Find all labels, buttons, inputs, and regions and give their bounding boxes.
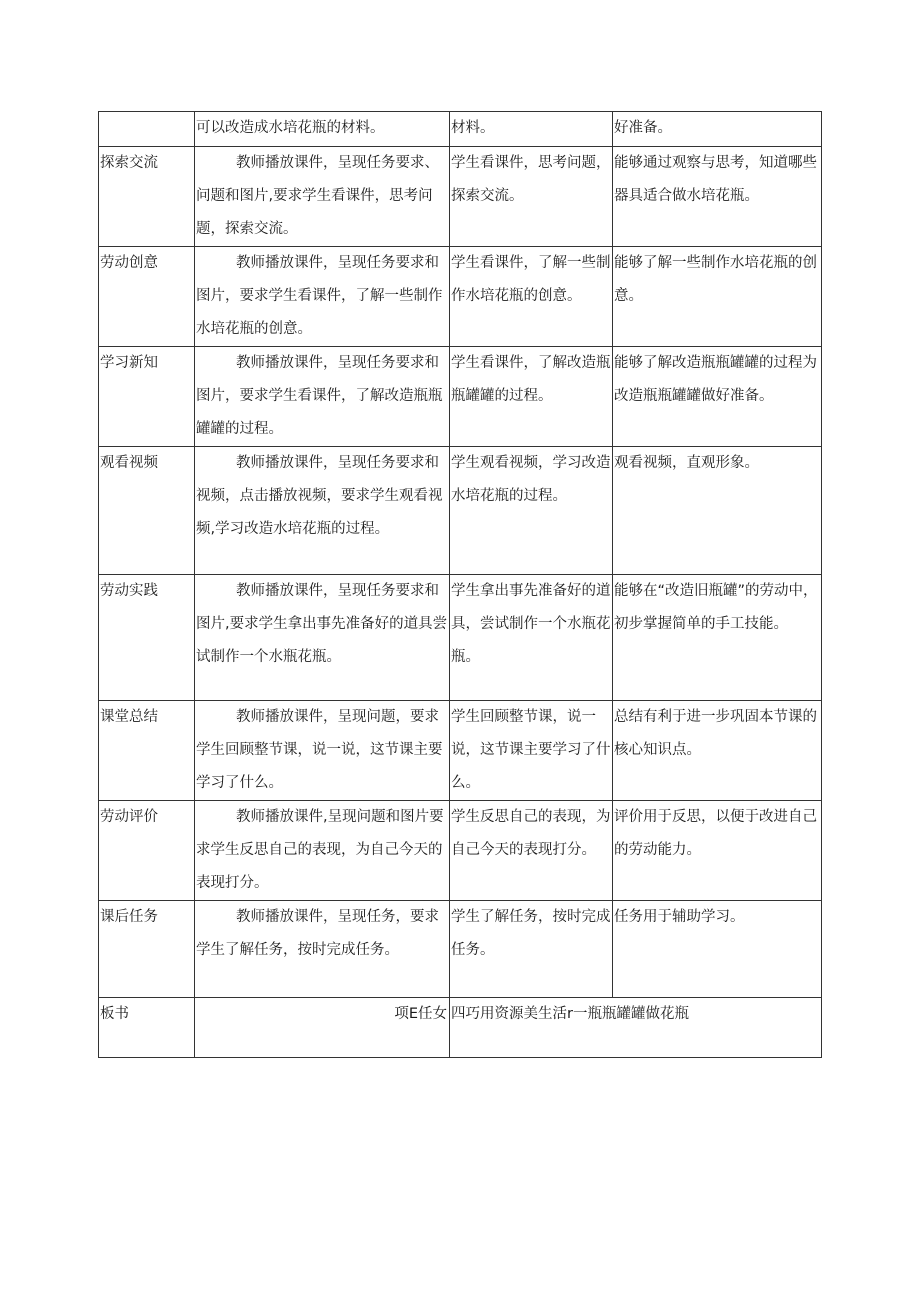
- stage-cell: 探索交流: [99, 147, 195, 247]
- design-purpose-cell: 能够通过观察与思考，知道哪些器具适合做水培花瓶。: [613, 147, 822, 247]
- teacher-activity-text: 教师播放课件，呈现任务要求和视频，点击播放视频，要求学生观看视频,学习改造水培花瓶的过程。: [196, 455, 443, 537]
- teacher-activity-cell: [195, 347, 450, 447]
- design-purpose-cell: 能够了解一些制作水培花瓶的创意。: [613, 247, 822, 347]
- student-activity-cell: 学生回顾整节课，说一说，这节课主要学习了什么。: [450, 701, 613, 801]
- design-purpose-cell: 总结有利于进一步巩固本节课的核心知识点。: [613, 701, 822, 801]
- teacher-activity-cell: [195, 147, 450, 247]
- teacher-activity-cell: [195, 901, 450, 998]
- student-activity-cell: 学生看课件，了解一些制作水培花瓶的创意。: [450, 247, 613, 347]
- table-row: [99, 801, 822, 901]
- stage-cell: 课堂总结: [99, 701, 195, 801]
- teacher-activity-text: 教师播放课件，呈现任务要求和图片，要求学生看课件，了解改造瓶瓶罐罐的过程。: [196, 355, 443, 437]
- table-row: [99, 247, 822, 347]
- stage-cell: 课后任务: [99, 901, 195, 998]
- student-activity-cell: 学生拿出事先准备好的道具，尝试制作一个水瓶花瓶。: [450, 575, 613, 701]
- stage-cell: 观看视频: [99, 447, 195, 575]
- design-purpose-cell: 评价用于反思，以便于改进自己的劳动能力。: [613, 801, 822, 901]
- board-right-cell: 四巧用资源美生活r一瓶瓶罐罐做花瓶: [450, 998, 822, 1058]
- teacher-activity-text: 教师播放课件，呈现问题，要求学生回顾整节课，说一说，这节课主要学习了什么。: [196, 709, 443, 791]
- table-row: [99, 447, 822, 575]
- stage-cell: 劳动创意: [99, 247, 195, 347]
- design-purpose-cell: 能够在“改造旧瓶罐”的劳动中，初步掌握简单的手工技能。: [613, 575, 822, 701]
- design-purpose-cell: 能够了解改造瓶瓶罐罐的过程为改造瓶瓶罐罐做好准备。: [613, 347, 822, 447]
- stage-cell: [99, 112, 195, 147]
- stage-cell: 劳动实践: [99, 575, 195, 701]
- teacher-activity-cell: [195, 701, 450, 801]
- table-row: [99, 701, 822, 801]
- design-purpose-cell: 任务用于辅助学习。: [613, 901, 822, 998]
- design-purpose-cell: 观看视频，直观形象。: [613, 447, 822, 575]
- teacher-activity-cell: [195, 247, 450, 347]
- student-activity-cell: 学生了解任务，按时完成任务。: [450, 901, 613, 998]
- teacher-activity-text: 教师播放课件，呈现任务要求、问题和图片,要求学生看课件，思考问题，探索交流。: [196, 155, 439, 237]
- student-activity-cell: 材料。: [450, 112, 613, 147]
- board-left-text: 项E任女: [394, 1006, 447, 1022]
- table-row: [99, 901, 822, 998]
- board-label-cell: 板书: [99, 998, 195, 1058]
- board-left-cell: [195, 998, 450, 1058]
- teacher-activity-text: 教师播放课件,呈现问题和图片要求学生反思自己的表现，为自己今天的表现打分。: [196, 809, 444, 891]
- teacher-activity-cell: [195, 801, 450, 901]
- design-purpose-cell: 好准备。: [613, 112, 822, 147]
- teacher-activity-cell: 可以改造成水培花瓶的材料。: [195, 112, 450, 147]
- student-activity-cell: 学生反思自己的表现，为自己今天的表现打分。: [450, 801, 613, 901]
- table-row: [99, 147, 822, 247]
- student-activity-cell: 学生看课件，了解改造瓶瓶罐罐的过程。: [450, 347, 613, 447]
- teacher-activity-text: 教师播放课件，呈现任务要求和图片，要求学生看课件，了解一些制作水培花瓶的创意。: [196, 255, 443, 337]
- student-activity-cell: 学生观看视频，学习改造水培花瓶的过程。: [450, 447, 613, 575]
- teacher-activity-text: 教师播放课件，呈现任务要求和图片,要求学生拿出事先准备好的道具尝试制作一个水瓶花瓶。: [196, 583, 448, 665]
- stage-cell: 劳动评价: [99, 801, 195, 901]
- lesson-plan-table: [98, 111, 822, 1058]
- table-row: [99, 112, 822, 147]
- table-row: [99, 575, 822, 701]
- board-row: [99, 998, 822, 1058]
- table-row: [99, 347, 822, 447]
- teacher-activity-cell: [195, 575, 450, 701]
- teacher-activity-cell: [195, 447, 450, 575]
- student-activity-cell: 学生看课件，思考问题，探索交流。: [450, 147, 613, 247]
- teacher-activity-text: 教师播放课件，呈现任务，要求学生了解任务，按时完成任务。: [196, 909, 439, 958]
- stage-cell: 学习新知: [99, 347, 195, 447]
